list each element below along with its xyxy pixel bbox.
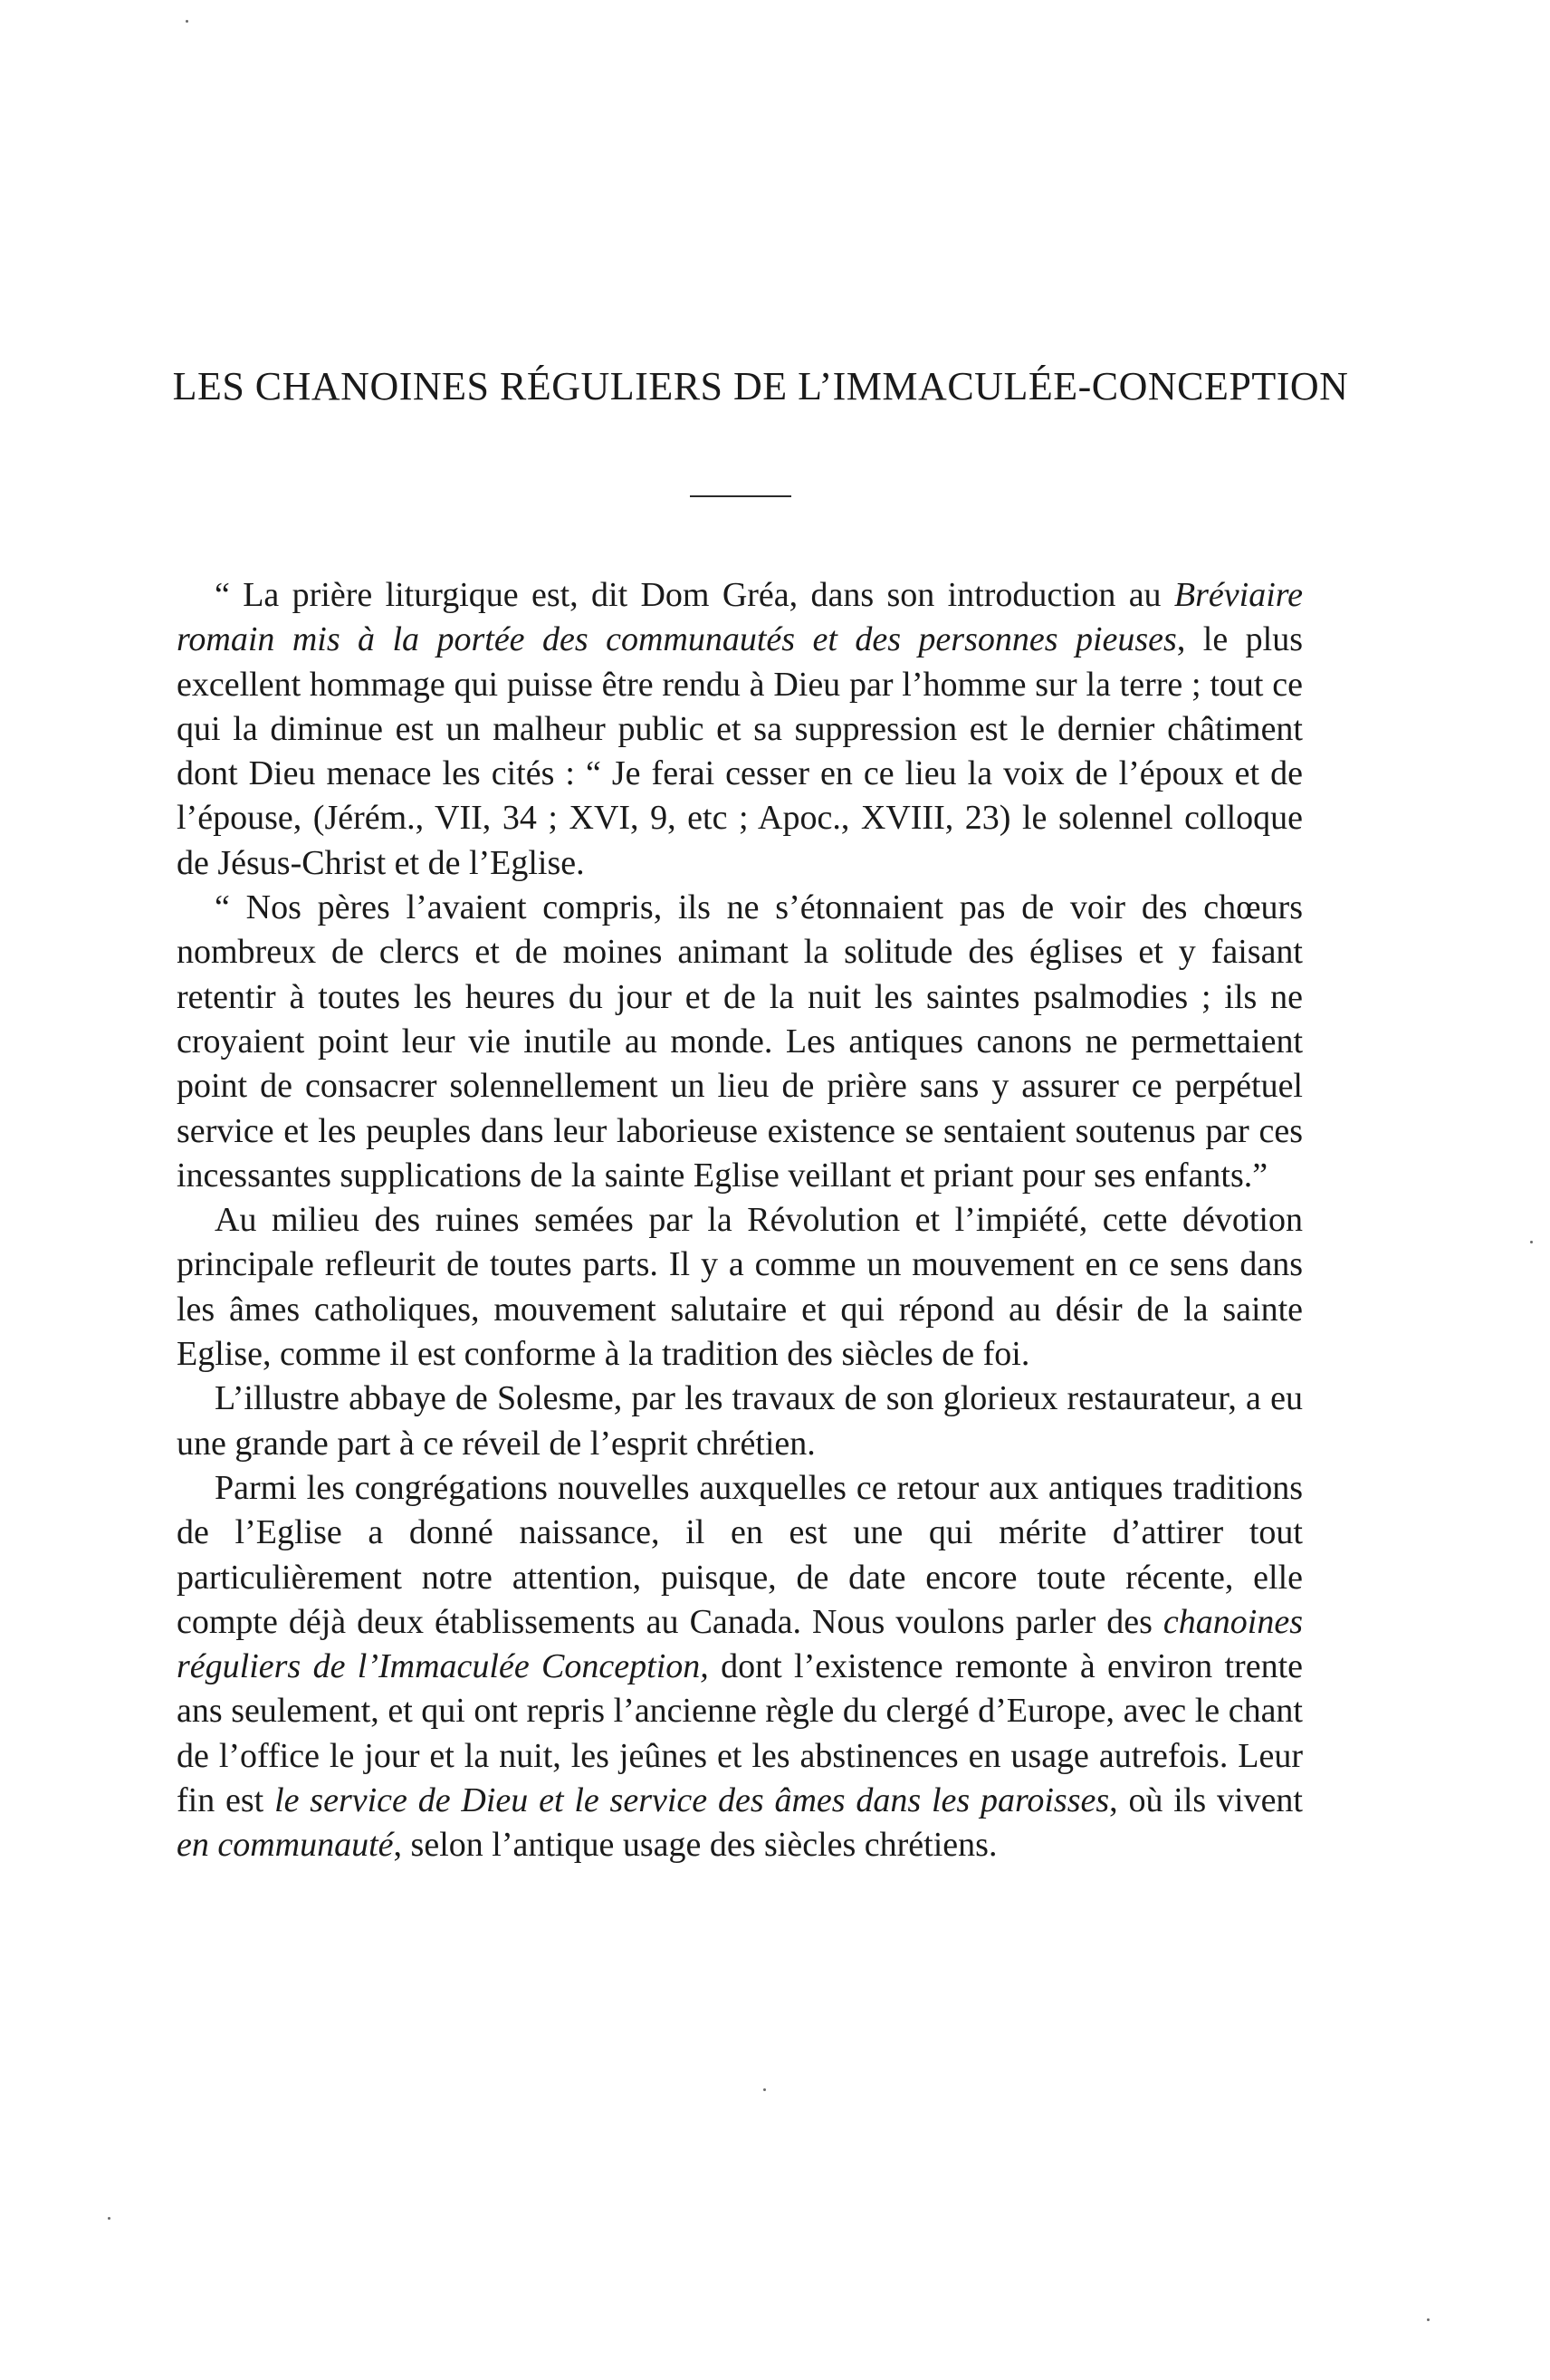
body-text [177,573,1303,1868]
text-run: “ La prière liturgique est, dit Dom Gréa, dans son introduction au [215,576,1174,614]
paper-speck [186,20,188,23]
paragraph [177,1466,1303,1868]
paper-speck [1530,1241,1533,1243]
paragraph [177,1377,1303,1466]
page-title: LES CHANOINES RÉGULIERS DE L’IMMACULÉE-CONCEPTION [172,364,1349,408]
title-rule [690,495,791,497]
paper-speck [763,2088,766,2091]
paper-speck [1427,2318,1430,2321]
italic-text: le service de Dieu et le service des âmes dans les paroisses [274,1781,1110,1820]
text-run: , le plus excellent hommage qui puisse être rendu à Dieu par l’homme sur la terre ; tout ce qui la diminue est un malheur public et sa suppression est le dernier châtiment dont Dieu menace les cités : “ Je ferai cesser en ce lieu la voix de l’époux et de l’épouse, (Jérém., VII, 34 ; XVI, 9, etc ; Apoc., XVIII, 23) le solennel colloque de Jésus-Christ et de l’Eglise. [177,620,1303,882]
italic-text: Bréviaire romain mis à la portée des communautés et des personnes pieuses [177,576,1303,659]
text-run: Au milieu des ruines semées par la Révolution et l’impiété, cette dévotion principale refleurit de toutes parts. Il y a comme un mouvement en ce sens dans les âmes catholiques, mouvement salutaire et qui répond au désir de la sainte Eglise, comme il est conforme à la tradition des siècles de foi. [177,1201,1303,1374]
italic-text: en communauté [177,1826,394,1865]
text-run: , selon l’antique usage des siècles chrétiens. [393,1826,998,1865]
text-run: , où ils vivent [1109,1781,1303,1820]
text-run: Parmi les congrégations nouvelles auxquelles ce retour aux antiques traditions de l’Eglise a donné naissance, il en est une qui mérite d’attirer tout particulièrement notre attention, puisque, de date encore toute récente, elle compte déjà deux établissements au Canada. Nous voulons parler des [177,1468,1303,1641]
paper-speck [108,2217,110,2220]
text-run: “ Nos pères l’avaient compris, ils ne s’étonnaient pas de voir des chœurs nombreux de clercs et de moines animant la solitude des églises et y faisant retentir à toutes les heures du jour et de la nuit les saintes psalmodies ; ils ne croyaient point leur vie inutile au monde. Les antiques canons ne permettaient point de consacrer solennellement un lieu de prière sans y assurer ce perpétuel service et les peuples dans leur laborieuse existence se sentaient soutenus par ces incessantes supplications de la sainte Eglise veillant et priant pour ses enfants.” [177,888,1303,1195]
text-run: dont l’existence remonte à environ trente ans seulement, et qui ont repris l’ancienne règle du clergé d’Europe, avec le chant de l’office le jour et la nuit, les jeûnes et les abstinences en usage autrefois. Leur fin est [177,1647,1303,1820]
paragraph [177,573,1303,886]
paragraph [177,1198,1303,1377]
text-run: L’illustre abbaye de Solesme, par les travaux de son glorieux restaurateur, a eu une grande part à ce réveil de l’esprit chrétien. [177,1379,1303,1463]
italic-text: chanoines réguliers de l’Immaculée Conception, [177,1602,1303,1686]
paragraph [177,886,1303,1198]
